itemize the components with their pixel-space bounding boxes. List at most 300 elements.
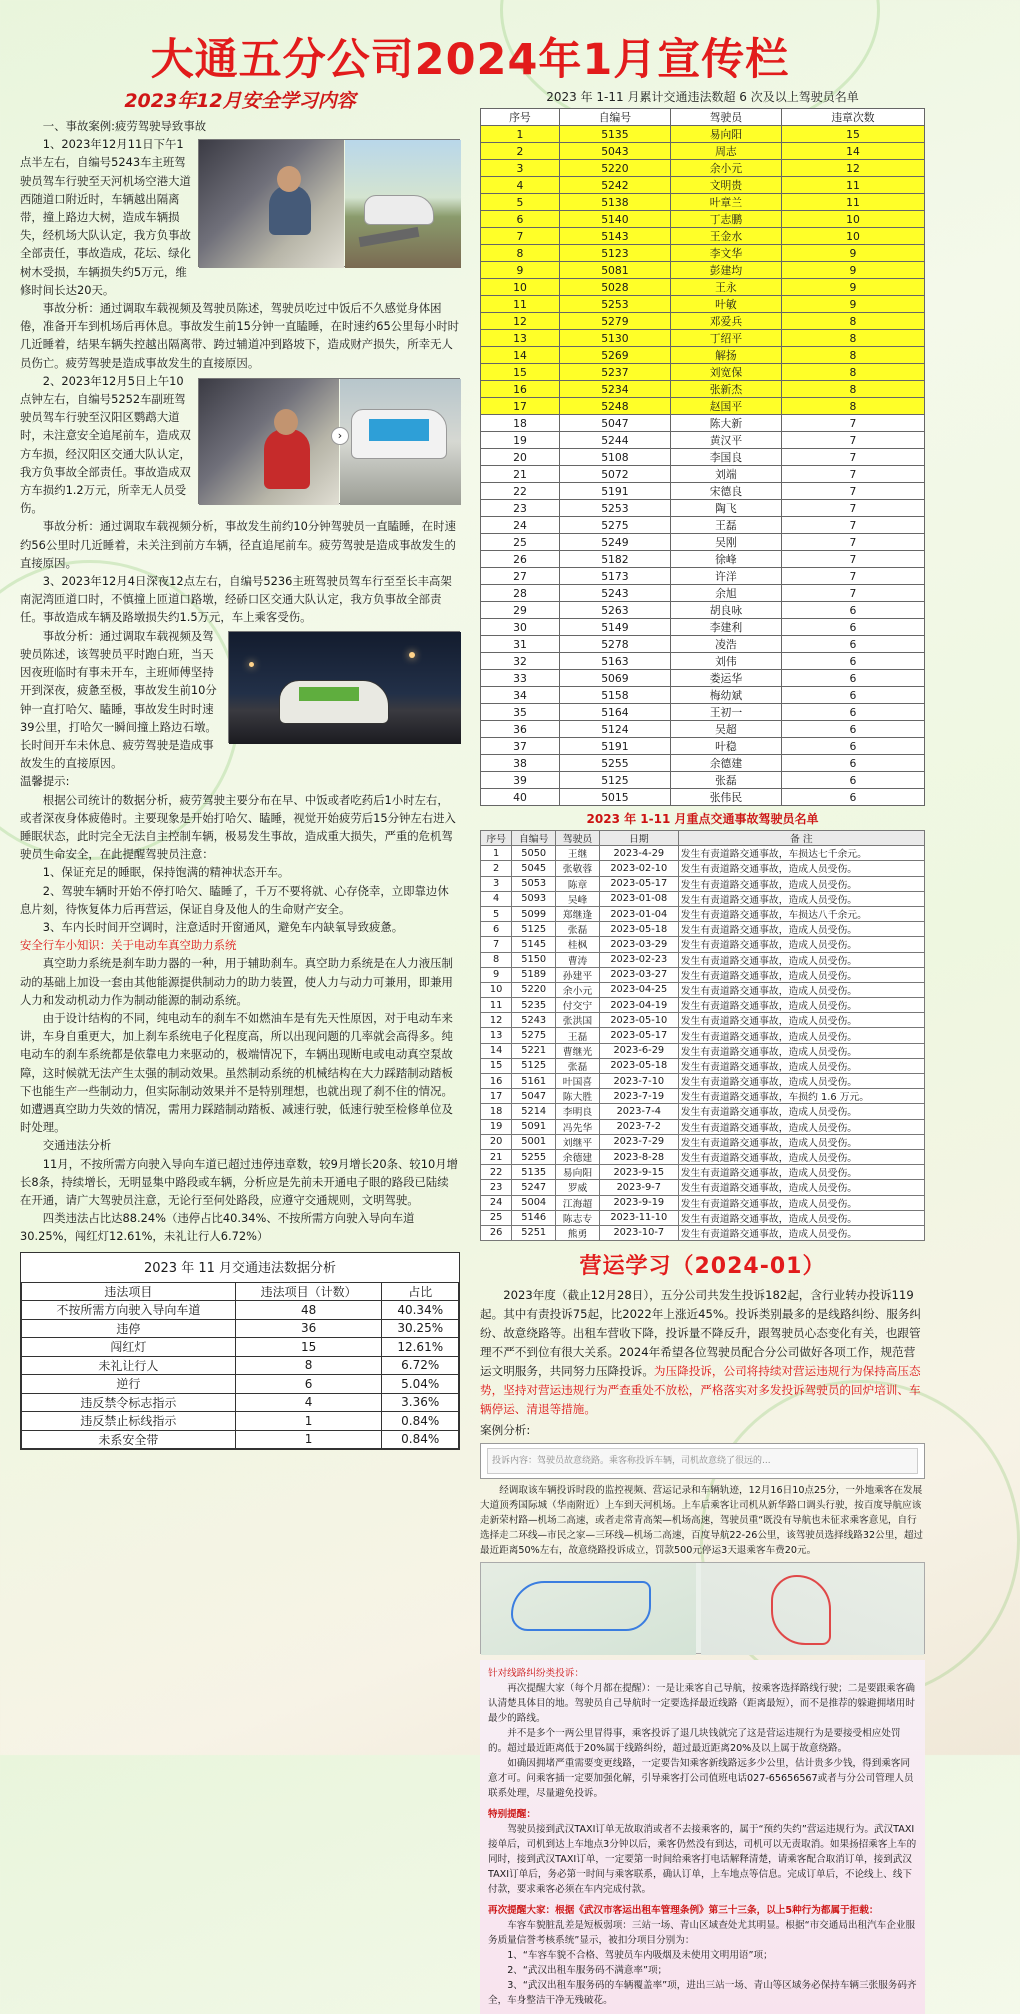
table-cell: 2023-4-29 xyxy=(599,846,678,861)
table-row xyxy=(481,1013,925,1028)
table-cell: 2023-05-17 xyxy=(599,876,678,891)
table-cell: 李明良 xyxy=(556,1104,600,1119)
table-row xyxy=(481,211,925,228)
table-cell: 5001 xyxy=(512,1134,556,1149)
table-header-cell: 驾驶员 xyxy=(670,109,781,126)
table-row xyxy=(481,534,925,551)
page-title: 大通五分公司2024年1月宣传栏 xyxy=(150,35,790,85)
table-row xyxy=(22,1393,459,1412)
violation-1: 11月，不按所需方向驶入导向车道已超过违停违章数，较9月增长20条、较10月增长8条，持续增长，无明显集中路段或车辆，分析应是先前未开通电子眼的路段已陆续在开通，请广大驾驶员注意，无论行至何处路段，应遵守交通规则，文明驾驶。 xyxy=(20,1156,459,1207)
ranking-title: 2023 年 1-11 月累计交通违法数超 6 次及以上驾驶员名单 xyxy=(546,90,859,104)
table-cell: 丁绍平 xyxy=(670,330,781,347)
regulation-title: 再次提醒大家：根据《武汉市客运出租车管理条例》第三十三条，以上5种行为都属于拒载： xyxy=(488,1905,879,1917)
left-column xyxy=(20,86,460,1746)
table-cell: 陶飞 xyxy=(670,500,781,517)
table-row xyxy=(481,1089,925,1104)
table-cell: 发生有责道路交通事故，造成人员受伤。 xyxy=(678,922,924,937)
table-cell: 5244 xyxy=(559,432,670,449)
table-cell: 1 xyxy=(481,846,512,861)
table-cell: 解扬 xyxy=(670,347,781,364)
table-cell: 违停 xyxy=(22,1319,236,1338)
table-cell: 6 xyxy=(481,922,512,937)
table-cell: 6 xyxy=(481,211,560,228)
regulation-body: 车容车貌脏乱差是短板弱项：三站一场、青山区域查处尤其明显。根据“市交通局出租汽车企业服务质量信誉考核系统”显示，被扣分项目分别为： xyxy=(488,1920,916,1947)
table-cell: 5164 xyxy=(559,704,670,721)
table-cell: 3 xyxy=(481,160,560,177)
table-row xyxy=(481,861,925,876)
table-cell: 15 xyxy=(481,1058,512,1073)
table-cell: 9 xyxy=(781,262,924,279)
table-cell: 5248 xyxy=(559,398,670,415)
table-row xyxy=(481,126,925,143)
table-cell: 6 xyxy=(781,687,924,704)
table-cell: 王磊 xyxy=(556,1028,600,1043)
table-cell: 邓爱兵 xyxy=(670,313,781,330)
table-cell: 17 xyxy=(481,1089,512,1104)
table-cell: 文明贵 xyxy=(670,177,781,194)
table-cell: 5189 xyxy=(512,967,556,982)
table-cell: 23 xyxy=(481,500,560,517)
table-cell: 易向阳 xyxy=(670,126,781,143)
table-cell: 5091 xyxy=(512,1119,556,1134)
table-row xyxy=(481,245,925,262)
table-cell: 吴超 xyxy=(670,721,781,738)
table-cell: 26 xyxy=(481,551,560,568)
table-row xyxy=(481,876,925,891)
table-cell: 6 xyxy=(781,755,924,772)
table-row xyxy=(481,228,925,245)
table-cell: 5125 xyxy=(512,922,556,937)
table-cell: 9 xyxy=(481,967,512,982)
table-cell: 赵国平 xyxy=(670,398,781,415)
table-cell: 14 xyxy=(481,347,560,364)
table-cell: 21 xyxy=(481,466,560,483)
table-cell: 13 xyxy=(481,1028,512,1043)
table-cell: 2023-6-29 xyxy=(599,1043,678,1058)
table-cell: 7 xyxy=(781,449,924,466)
table-cell: 12 xyxy=(481,1013,512,1028)
table-cell: 10 xyxy=(781,211,924,228)
table-row xyxy=(481,1043,925,1058)
table-cell: 余旭 xyxy=(670,585,781,602)
table-cell: 未礼让行人 xyxy=(22,1356,236,1375)
table-cell: 不按所需方向驶入导向车道 xyxy=(22,1301,236,1320)
table-cell: 36 xyxy=(235,1319,382,1338)
table-cell: 5143 xyxy=(559,228,670,245)
table-cell: 胡良咏 xyxy=(670,602,781,619)
table-cell: 5149 xyxy=(559,619,670,636)
table-cell: 违反禁令标志指示 xyxy=(22,1393,236,1412)
case-3-analysis: 事故分析：通过调取车载视频及驾驶员陈述，该驾驶员平时跑白班，当天因夜班临时有事未开车，主班师傅坚持开到深夜，疲惫至极，事故发生前10分钟一直打哈欠、瞌睡，事故发生时时速39公里，打哈欠一瞬间撞上路边石墩。长时间开车未休息、疲劳驾驶是造成事故发生的直接原因。 xyxy=(20,628,217,771)
table-row xyxy=(481,704,925,721)
table-cell: 5145 xyxy=(512,937,556,952)
table-row xyxy=(481,1058,925,1073)
table-cell: 5.04% xyxy=(382,1375,459,1394)
table-row xyxy=(481,789,925,806)
table-cell: 10 xyxy=(481,982,512,997)
table-row xyxy=(481,296,925,313)
table-row xyxy=(481,568,925,585)
table-cell: 5045 xyxy=(512,861,556,876)
ops-red-text: 为压降投诉，公司将持续对营运违规行为保持高压态势，坚持对营运违规行为严查重处不放松，严格落实对多发投诉驾驶员的回炉培训、车辆停运、清退等措施。 xyxy=(480,1364,921,1417)
carousel-arrow-icon[interactable]: › xyxy=(331,427,349,445)
table-cell: 叶稳 xyxy=(670,738,781,755)
regulation-item-2: 2、“武汉出租车服务码不满意率”项； xyxy=(507,1965,668,1977)
table-cell: 5015 xyxy=(559,789,670,806)
table-cell: 38 xyxy=(481,755,560,772)
case-body: 经调取该车辆投诉时段的监控视频、营运记录和车辆轨迹，12月16日10点25分，一外地乘客在发展大道顶秀国际城（华南附近）上车到天河机场。上车后乘客让司机从新华路口调头行驶，按百度导航应该走新荣村路—机场二高速，或者走常青高架—机场高速，驾驶员重“既没有导航也未征求乘客意见，自行选择走二环线—市民之家—三环线—机场二高速，百度导航22-26公里，该驾驶员选择线路32公里，超过最近距离50%左右，故意绕路投诉成立，罚款500元停运3天退乘客车费20元。 xyxy=(480,1485,924,1557)
table-cell: 发生有责道路交通事故，车损达八千余元。 xyxy=(678,906,924,921)
table-cell: 5243 xyxy=(559,585,670,602)
table-row xyxy=(481,653,925,670)
table-cell: 刘伟 xyxy=(670,653,781,670)
table-cell: 18 xyxy=(481,1104,512,1119)
route-map xyxy=(480,1562,925,1654)
table-cell: 5093 xyxy=(512,891,556,906)
table-cell: 黄汉平 xyxy=(670,432,781,449)
table-cell: 11 xyxy=(781,194,924,211)
route-body: 再次提醒大家（每个月都在提醒）：一是让乘客自己导航，按乘客选择路线行驶；二是要跟乘客确认清楚具体目的地。驾驶员自己导航时一定要选择最近线路（距离最短），而不是推荐的躲避拥堵用时最少的路线。 xyxy=(488,1683,915,1725)
table-cell: 丁志鹏 xyxy=(670,211,781,228)
table-row xyxy=(481,1104,925,1119)
table-cell: 5173 xyxy=(559,568,670,585)
table-cell: 5253 xyxy=(559,296,670,313)
table-cell: 5140 xyxy=(559,211,670,228)
table-cell: 张磊 xyxy=(556,922,600,937)
table-row xyxy=(481,449,925,466)
table-row xyxy=(22,1430,459,1449)
table-cell: 18 xyxy=(481,415,560,432)
table-cell: 宋德良 xyxy=(670,483,781,500)
table-cell: 发生有责道路交通事故，造成人员受伤。 xyxy=(678,1195,924,1210)
table-row xyxy=(481,1149,925,1164)
table-cell: 发生有责道路交通事故，造成人员受伤。 xyxy=(678,861,924,876)
table-cell: 7 xyxy=(781,551,924,568)
table-cell: 5278 xyxy=(559,636,670,653)
table-row xyxy=(481,906,925,921)
table-header-cell: 自编号 xyxy=(512,831,556,846)
table-cell: 冯先华 xyxy=(556,1119,600,1134)
violation-ranking-table xyxy=(480,108,925,806)
table-cell: 7 xyxy=(781,483,924,500)
table-cell: 发生有责道路交通事故，造成人员受伤。 xyxy=(678,1149,924,1164)
table-row xyxy=(481,602,925,619)
table-row xyxy=(481,721,925,738)
table-cell: 29 xyxy=(481,602,560,619)
table-header-cell: 日期 xyxy=(599,831,678,846)
table-cell: 3.36% xyxy=(382,1393,459,1412)
table-cell: 8 xyxy=(781,381,924,398)
table-row xyxy=(481,279,925,296)
table-row xyxy=(481,347,925,364)
table-cell: 发生有责道路交通事故，造成人员受伤。 xyxy=(678,1225,924,1240)
table-cell: 凌浩 xyxy=(670,636,781,653)
table-row xyxy=(481,381,925,398)
table-cell: 2 xyxy=(481,143,560,160)
table-cell: 付交宁 xyxy=(556,998,600,1013)
table-cell: 陈大胜 xyxy=(556,1089,600,1104)
table-cell: 王继 xyxy=(556,846,600,861)
table-cell: 梅幼斌 xyxy=(670,687,781,704)
table-cell: 发生有责道路交通事故，造成人员受伤。 xyxy=(678,1180,924,1195)
table-cell: 5263 xyxy=(559,602,670,619)
table-cell: 16 xyxy=(481,1074,512,1089)
table-cell: 6 xyxy=(781,738,924,755)
table-row xyxy=(481,1028,925,1043)
table-cell: 张伟民 xyxy=(670,789,781,806)
violation-analysis-table-box xyxy=(20,1252,460,1451)
table-cell: 孙建平 xyxy=(556,967,600,982)
table-cell: 发生有责道路交通事故，造成人员受伤。 xyxy=(678,891,924,906)
table-row xyxy=(481,967,925,982)
table-cell: 5161 xyxy=(512,1074,556,1089)
table-cell: 8 xyxy=(781,330,924,347)
ops-title: 营运学习（2024-01） xyxy=(579,1254,826,1280)
table-cell: 8 xyxy=(781,347,924,364)
table-cell: 王金水 xyxy=(670,228,781,245)
tip-1: 1、保证充足的睡眠，保持饱满的精神状态开车。 xyxy=(42,865,290,880)
case-title: 一、事故案例:疲劳驾驶导致事故 xyxy=(42,119,207,133)
violation-analysis-table xyxy=(21,1282,459,1450)
table-cell: 发生有责道路交通事故，造成人员受伤。 xyxy=(678,1210,924,1225)
table-row xyxy=(481,1074,925,1089)
table-cell: 5255 xyxy=(559,755,670,772)
accident-title: 2023 年 1-11 月重点交通事故驾驶员名单 xyxy=(586,812,819,826)
table-row xyxy=(481,687,925,704)
table-cell: 2023-05-18 xyxy=(599,922,678,937)
table-cell: 19 xyxy=(481,432,560,449)
table-row xyxy=(481,1134,925,1149)
table-cell: 5047 xyxy=(559,415,670,432)
table-cell: 1 xyxy=(235,1430,382,1449)
tip-3: 3、车内长时间开空调时，注意适时开窗通风，避免车内缺氧导致疲惫。 xyxy=(42,919,404,934)
table-cell: 10 xyxy=(781,228,924,245)
table-cell: 40.34% xyxy=(382,1301,459,1320)
table-cell: 15 xyxy=(781,126,924,143)
table-row xyxy=(481,313,925,330)
table-cell: 12 xyxy=(481,313,560,330)
table-cell: 2023-7-29 xyxy=(599,1134,678,1149)
table-row xyxy=(481,755,925,772)
table-cell: 桂枫 xyxy=(556,937,600,952)
table-row xyxy=(481,143,925,160)
complaint-screen-text: 投诉内容：驾驶员故意绕路。乘客称投诉车辆，司机故意绕了很远的... xyxy=(487,1448,918,1474)
table-cell: 发生有责道路交通事故，造成人员受伤。 xyxy=(678,937,924,952)
table-row xyxy=(481,1119,925,1134)
table-cell: 6 xyxy=(781,789,924,806)
table-cell: 6 xyxy=(781,602,924,619)
table-header-cell: 违章次数 xyxy=(781,109,924,126)
table-cell: 30.25% xyxy=(382,1319,459,1338)
table-cell: 1 xyxy=(235,1412,382,1431)
table-cell: 5004 xyxy=(512,1195,556,1210)
case-1: 1、2023年12月11日下午1点半左右，自编号5243车主班驾驶员驾车行驶至天河机场空港大道西随道口附近时，车辆越出隔离带，撞上路边大树，造成车辆损失，经机场大队认定，我方负事故全部责任，事故造成，花坛、绿化树木受损，车辆损失约5万元，维修时间长达20天。 xyxy=(20,137,191,297)
table-row xyxy=(22,1412,459,1431)
table-cell: 发生有责道路交通事故，造成人员受伤。 xyxy=(678,1074,924,1089)
table-row xyxy=(481,619,925,636)
table-cell: 刘端 xyxy=(670,466,781,483)
table-cell: 曹涛 xyxy=(556,952,600,967)
table-cell: 发生有责道路交通事故，造成人员受伤。 xyxy=(678,1028,924,1043)
table-cell: 3 xyxy=(481,876,512,891)
table-cell: 5269 xyxy=(559,347,670,364)
table-row xyxy=(22,1301,459,1320)
table-cell: 2023-05-10 xyxy=(599,1013,678,1028)
table-cell: 25 xyxy=(481,1210,512,1225)
table-cell: 11 xyxy=(481,296,560,313)
case-2: 2、2023年12月5日上午10点钟左右，自编号5252车副班驾驶员驾车行驶至汉阳区鹦鹉大道时，未注意安全追尾前车，造成双方车损，经汉阳区交通大队认定，我方负事故全部责任。事故造成双方车损约1.2万元，所幸无人员受伤。 xyxy=(20,373,191,516)
table-cell: 5234 xyxy=(559,381,670,398)
table-row xyxy=(481,738,925,755)
table-cell: 5214 xyxy=(512,1104,556,1119)
violation-title: 交通违法分析 xyxy=(42,1138,112,1153)
table-cell: 9 xyxy=(781,296,924,313)
table-header-cell: 序号 xyxy=(481,831,512,846)
table-cell: 32 xyxy=(481,653,560,670)
table-cell: 2023-9-15 xyxy=(599,1165,678,1180)
ops-paragraph xyxy=(480,1286,925,1419)
table-cell: 2023-8-28 xyxy=(599,1149,678,1164)
table-cell: 1 xyxy=(481,126,560,143)
table-cell: 28 xyxy=(481,585,560,602)
table-cell: 5081 xyxy=(559,262,670,279)
table-header-cell: 违法项目（计数） xyxy=(235,1282,382,1301)
table-cell: 王初一 xyxy=(670,704,781,721)
table-cell: 5279 xyxy=(559,313,670,330)
table-cell: 发生有责道路交通事故，车损达七千余元。 xyxy=(678,846,924,861)
table-row xyxy=(481,432,925,449)
table-cell: 5253 xyxy=(559,500,670,517)
table-cell: 22 xyxy=(481,1165,512,1180)
table-cell: 2023-01-08 xyxy=(599,891,678,906)
table-cell: 2023-05-17 xyxy=(599,1028,678,1043)
table-header-cell: 备 注 xyxy=(678,831,924,846)
accident-table xyxy=(480,830,925,1241)
table-cell: 11 xyxy=(781,177,924,194)
table-cell: 2023-04-25 xyxy=(599,982,678,997)
table-cell: 6 xyxy=(781,704,924,721)
table-row xyxy=(481,891,925,906)
table-cell: 5125 xyxy=(559,772,670,789)
table-cell: 26 xyxy=(481,1225,512,1240)
table-row xyxy=(481,670,925,687)
table-row xyxy=(481,772,925,789)
table-cell: 2023-7-4 xyxy=(599,1104,678,1119)
table-cell: 张洪国 xyxy=(556,1013,600,1028)
table-cell: 19 xyxy=(481,1119,512,1134)
table-cell: 周志 xyxy=(670,143,781,160)
table-cell: 5220 xyxy=(559,160,670,177)
case-2-analysis: 事故分析：通过调取车载视频分析，事故发生前约10分钟驾驶员一直瞌睡，在时速约56公里时几近睡着，未关注到前方车辆，径直追尾前车。疲劳驾驶是造成事故发生的直接原因。 xyxy=(20,519,456,570)
table-cell: 6 xyxy=(235,1375,382,1394)
table-cell: 5235 xyxy=(512,998,556,1013)
table-cell: 39 xyxy=(481,772,560,789)
table-cell: 吴刚 xyxy=(670,534,781,551)
table-cell: 发生有责道路交通事故，造成人员受伤。 xyxy=(678,876,924,891)
table-cell: 24 xyxy=(481,1195,512,1210)
table-cell: 陈志专 xyxy=(556,1210,600,1225)
table-cell: 郑继逢 xyxy=(556,906,600,921)
table-cell: 7 xyxy=(781,415,924,432)
table-cell: 5069 xyxy=(559,670,670,687)
table-cell: 发生有责道路交通事故，造成人员受伤。 xyxy=(678,1165,924,1180)
table-cell: 5243 xyxy=(512,1013,556,1028)
table-cell: 6.72% xyxy=(382,1356,459,1375)
table-cell: 刘继平 xyxy=(556,1134,600,1149)
table-cell: 5124 xyxy=(559,721,670,738)
table-cell: 23 xyxy=(481,1180,512,1195)
table-cell: 5130 xyxy=(559,330,670,347)
table-cell: 12 xyxy=(781,160,924,177)
table-cell: 熊勇 xyxy=(556,1225,600,1240)
table-cell: 5 xyxy=(481,194,560,211)
table-cell: 发生有责道路交通事故，造成人员受伤。 xyxy=(678,1013,924,1028)
table-cell: 9 xyxy=(781,245,924,262)
table-cell: 娄运华 xyxy=(670,670,781,687)
table-cell: 2023-03-29 xyxy=(599,937,678,952)
table-cell: 17 xyxy=(481,398,560,415)
table-row xyxy=(481,1165,925,1180)
table-cell: 2023-9-19 xyxy=(599,1195,678,1210)
table-cell: 31 xyxy=(481,636,560,653)
table-cell: 江海超 xyxy=(556,1195,600,1210)
special-title: 特别提醒： xyxy=(488,1809,536,1821)
table-row xyxy=(481,517,925,534)
table-row xyxy=(481,364,925,381)
case-3: 3、2023年12月4日深夜12点左右，自编号5236主班驾驶员驾车行至至长丰高架南泥湾匝道口时，不慎撞上匝道口路墩，经硚口区交通大队认定，我方负事故全部责任。事故造成车辆及路墩损失约1.5万元，车上乘客受伤。 xyxy=(20,574,452,625)
table-cell: 王永 xyxy=(670,279,781,296)
table-row xyxy=(481,585,925,602)
table-cell: 10 xyxy=(481,279,560,296)
table-cell: 5135 xyxy=(559,126,670,143)
table-cell: 5047 xyxy=(512,1089,556,1104)
table-cell: 王磊 xyxy=(670,517,781,534)
table-cell: 叶敏 xyxy=(670,296,781,313)
table-cell: 违反禁止标线指示 xyxy=(22,1412,236,1431)
table-cell: 5249 xyxy=(559,534,670,551)
reminder-panel xyxy=(480,1660,925,2014)
table-cell: 2023-02-23 xyxy=(599,952,678,967)
route-title: 针对线路纠纷类投诉： xyxy=(488,1668,584,1680)
table-row xyxy=(481,998,925,1013)
table-cell: 7 xyxy=(781,500,924,517)
table-cell: 2023-7-10 xyxy=(599,1074,678,1089)
table-row xyxy=(481,1210,925,1225)
table-row xyxy=(481,1195,925,1210)
table-header-cell: 违法项目 xyxy=(22,1282,236,1301)
table-cell: 5099 xyxy=(512,906,556,921)
table-row xyxy=(481,398,925,415)
table-cell: 5 xyxy=(481,906,512,921)
table-cell: 16 xyxy=(481,381,560,398)
table-row xyxy=(481,952,925,967)
table-cell: 35 xyxy=(481,704,560,721)
table-cell: 8 xyxy=(481,245,560,262)
regulation-item-1: 1、“车容车貌不合格、驾驶员车内吸烟及未使用文明用语”项； xyxy=(507,1950,773,1962)
table-cell: 2023-7-2 xyxy=(599,1119,678,1134)
table-cell: 7 xyxy=(481,937,512,952)
table-row xyxy=(481,1180,925,1195)
tip-2: 2、驾驶车辆时开始不停打哈欠、瞌睡了，千万不要将就、心存侥幸，立即靠边休息片刻，待恢复体力后再营运，保证自身及他人的生命财产安全。 xyxy=(20,883,449,916)
table-row xyxy=(22,1319,459,1338)
table-cell: 2023-01-04 xyxy=(599,906,678,921)
table-cell: 发生有责道路交通事故，造成人员受伤。 xyxy=(678,952,924,967)
table-cell: 2023-9-7 xyxy=(599,1180,678,1195)
table-cell: 40 xyxy=(481,789,560,806)
table-cell: 15 xyxy=(481,364,560,381)
table-cell: 发生有责道路交通事故，造成人员受伤。 xyxy=(678,1043,924,1058)
table-row xyxy=(481,937,925,952)
